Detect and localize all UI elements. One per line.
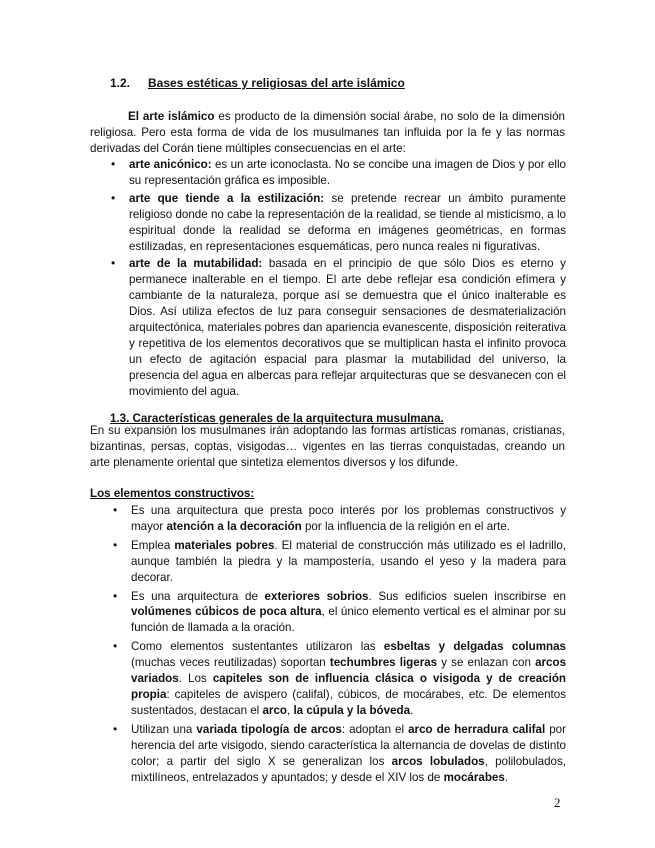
list-bold: atención a la decoración [166, 519, 302, 533]
list-item [113, 721, 566, 786]
intro-paragraph [90, 109, 565, 157]
list-term: arte de la mutabilidad: [129, 257, 263, 271]
list-term: arte anicónico: [129, 158, 212, 171]
list-text: y se enlazan con [437, 656, 536, 670]
list-bold: la cúpula y la bóveda [293, 703, 411, 717]
section-title: Bases estéticas y religiosas del arte islámico [148, 76, 405, 90]
list-text: basada en el principio de que sólo Dios es eterno y permanece inalterable en el tiempo. El arte debe reflejar esa condición efímera y cambiante de la naturaleza, porque así se demuestra que el único inalterable es Dios. Así utiliza efectos de luz para conseguir sensaciones de desmaterialización arquitectónica, materiales pobres dan apariencia evanescente, disposición reiterativa y repetitiva de los elementos decorativos que se multiplican hasta el infinito provoca un efecto de agitación espacial para plasmar la mutabilidad del universo, la presencia del agua en albercas para reflejar arquitecturas que se desvanecen con el movimiento del agua. [129, 257, 566, 398]
list-bold: arcos variados [131, 656, 567, 686]
section-1-3-paragraph [90, 423, 565, 471]
list-text: por la influencia de la religión en el arte. [301, 519, 510, 533]
list-text: . [504, 770, 509, 784]
list-bold: exteriores sobrios [264, 589, 369, 603]
list-text: . [410, 703, 414, 717]
list-text: , [286, 703, 294, 717]
list-text: Como elementos sustentantes utilizaron las [131, 640, 384, 654]
list-item [113, 503, 566, 535]
list-item [111, 190, 566, 255]
list-bold: mocárabes [443, 770, 505, 784]
list-bold: arco de herradura califal [408, 722, 546, 736]
list-text: , polilobulados, mixtilíneos, entrelazados y apuntados; y desde el XIV los de [131, 754, 566, 784]
list-bold: esbeltas y delgadas columnas [383, 640, 566, 654]
list-text: : adoptan el [341, 722, 409, 736]
list-item [113, 588, 566, 637]
construction-elements-list [113, 503, 567, 788]
list-item [113, 537, 566, 586]
list-text: (muchas veces reutilizadas) soportan [131, 656, 330, 670]
list-text: Es una arquitectura que presta poco interés por los problemas constructivos y mayor [131, 504, 566, 533]
bullet: • [111, 256, 116, 271]
list-text: , el único elemento vertical es el alminar por su función de llamada a la oración. [131, 605, 566, 635]
list-text: . Sus edificios suelen inscribirse en [368, 589, 566, 603]
section-heading-1-2 [110, 76, 405, 92]
intro-bold-lead: El arte islámico [128, 110, 215, 123]
paragraph-text: En su expansión los musulmanes irán adoptando las formas artísticas romanas, cristianas, bizantinas, persas, coptas, visigodas… vigentes en las tierras conquistadas, creando un arte plenamente oriental que sintetiza elementos diversos y los difunde. [90, 424, 565, 469]
page-number: 2 [554, 795, 561, 810]
list-text: . El material de construcción más utilizado es el ladrillo, aunque también la piedra y la mampostería, usando el yeso y la madera para decorar. [131, 538, 566, 584]
list-text: . Los [178, 672, 213, 686]
list-bold: capiteles son de influencia clásica o visigoda y de creación propia [131, 672, 566, 701]
aesthetic-bases-list [111, 157, 566, 402]
bullet: • [113, 537, 118, 552]
list-bold: variada tipología de arcos [196, 722, 342, 736]
bullet: • [113, 639, 118, 654]
list-bold: volúmenes cúbicos de poca altura [131, 605, 322, 619]
intro-text: es producto de la dimensión social árabe, no solo de la dimensión religiosa. Pero esta forma de vida de los musulmanes tan influida por la fe y las normas derivadas del Corán tiene múltiples consecuencias en el arte: [90, 110, 565, 155]
list-text: : capiteles de avispero (califal), cúbicos, de mocárabes, etc. De elementos sustentados, destacan el [131, 687, 566, 717]
section-heading-1-3: 1.3. Características generales de la arquitectura musulmana. [110, 412, 444, 425]
list-item [111, 256, 566, 399]
list-bold: techumbres ligeras [329, 656, 438, 670]
section-number: 1.2. [110, 76, 131, 90]
list-bold: arco [262, 703, 287, 717]
list-text: por herencia del arte visigodo, siendo característica la alternancia de dovelas de distinto color; a partir del siglo X se generalizan los [131, 722, 566, 768]
list-bold: materiales pobres [174, 538, 275, 552]
list-text: Utilizan una [131, 722, 197, 736]
elements-heading: Los elementos constructivos: [90, 487, 255, 500]
bullet: • [111, 157, 116, 171]
list-term: arte que tiende a la estilización: [129, 191, 325, 205]
list-bold: arcos lobulados [391, 754, 485, 768]
list-text: Emplea [131, 538, 175, 552]
bullet: • [113, 588, 118, 603]
list-text: se pretende recrear un ámbito puramente religioso donde no cabe la representación de la realidad, se tiende al misticismo, a lo espiritual donde la realidad se deforma en imágenes geométricas, en formas estilizadas, en representaciones esquemáticas, pero nunca reales ni figurativas. [129, 191, 566, 253]
list-item [111, 157, 566, 189]
list-text: Es una arquitectura de [131, 589, 265, 603]
bullet: • [113, 503, 118, 517]
list-item [113, 639, 567, 719]
list-text: es un arte iconoclasta. No se concibe una imagen de Dios y por ello su representación gráfica es imposible. [129, 158, 566, 187]
bullet: • [113, 721, 118, 736]
bullet: • [111, 190, 116, 205]
